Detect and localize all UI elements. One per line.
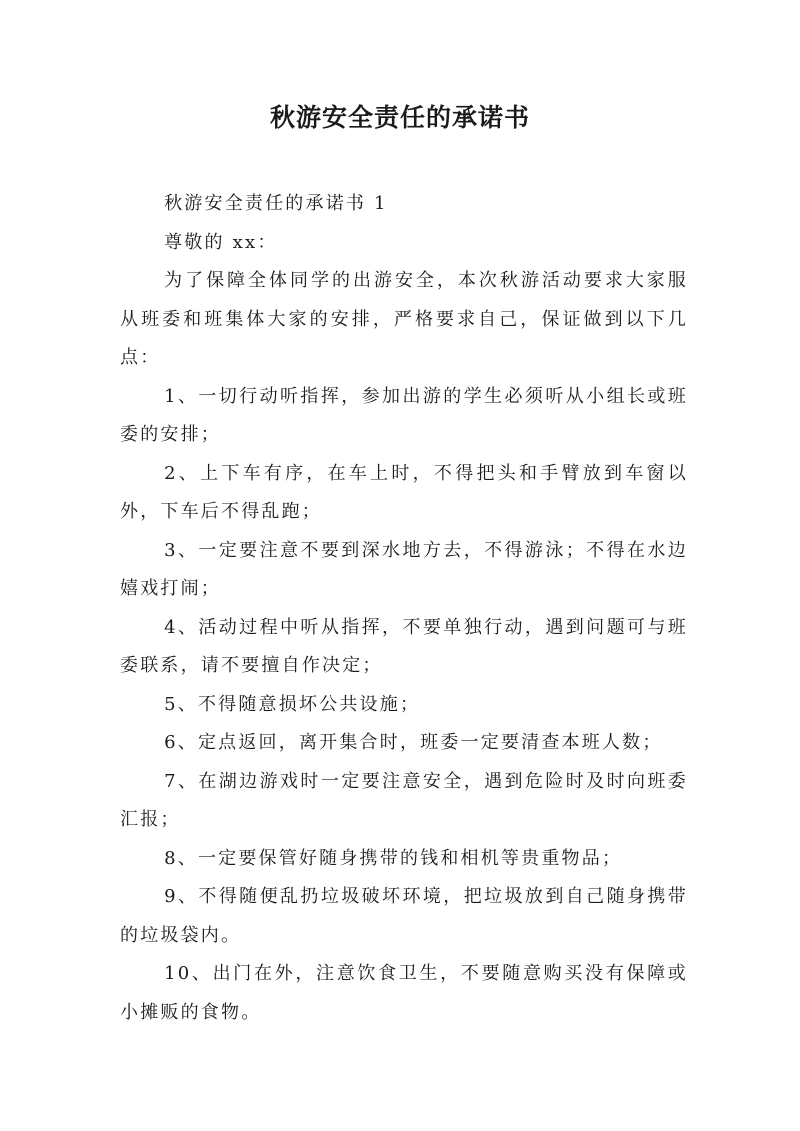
rules-list: [120, 378, 688, 1033]
rule-item: 2、上下车有序，在车上时，不得把头和手臂放到车窗以外，下车后不得乱跑；: [120, 462, 688, 522]
rule-item: 3、一定要注意不要到深水地方去，不得游泳；不得在水边嬉戏打闹；: [120, 539, 688, 599]
intro-paragraph: 为了保障全体同学的出游安全，本次秋游活动要求大家服从班委和班集体大家的安排，严格要求自己，保证做到以下几点：: [120, 270, 688, 368]
rule-item: 5、不得随意损坏公共设施；: [164, 693, 421, 715]
salutation: 尊敬的 xx：: [164, 231, 278, 253]
rule-item: 4、活动过程中听从指挥，不要单独行动，遇到问题可与班委联系，请不要擅自作决定；: [120, 616, 688, 676]
rule-item: 6、定点返回，离开集合时，班委一定要清查本班人数；: [164, 732, 663, 753]
rule-item: 10、出门在外，注意饮食卫生，不要随意购买没有保障或小摊贩的食物。: [120, 963, 688, 1023]
rule-item: 9、不得随便乱扔垃圾破坏环境，把垃圾放到自己随身携带的垃圾袋内。: [120, 886, 688, 946]
document-body: [120, 185, 688, 1032]
document-subtitle: 秋游安全责任的承诺书 1: [164, 193, 388, 214]
document-title: 秋游安全责任的承诺书: [269, 103, 530, 132]
rule-item: 1、一切行动听指挥，参加出游的学生必须听从小组长或班委的安排；: [120, 385, 688, 445]
rule-item: 7、在湖边游戏时一定要注意安全，遇到危险时及时向班委汇报；: [120, 770, 688, 830]
rule-item: 8、一定要保管好随身携带的钱和相机等贵重物品；: [164, 847, 623, 869]
